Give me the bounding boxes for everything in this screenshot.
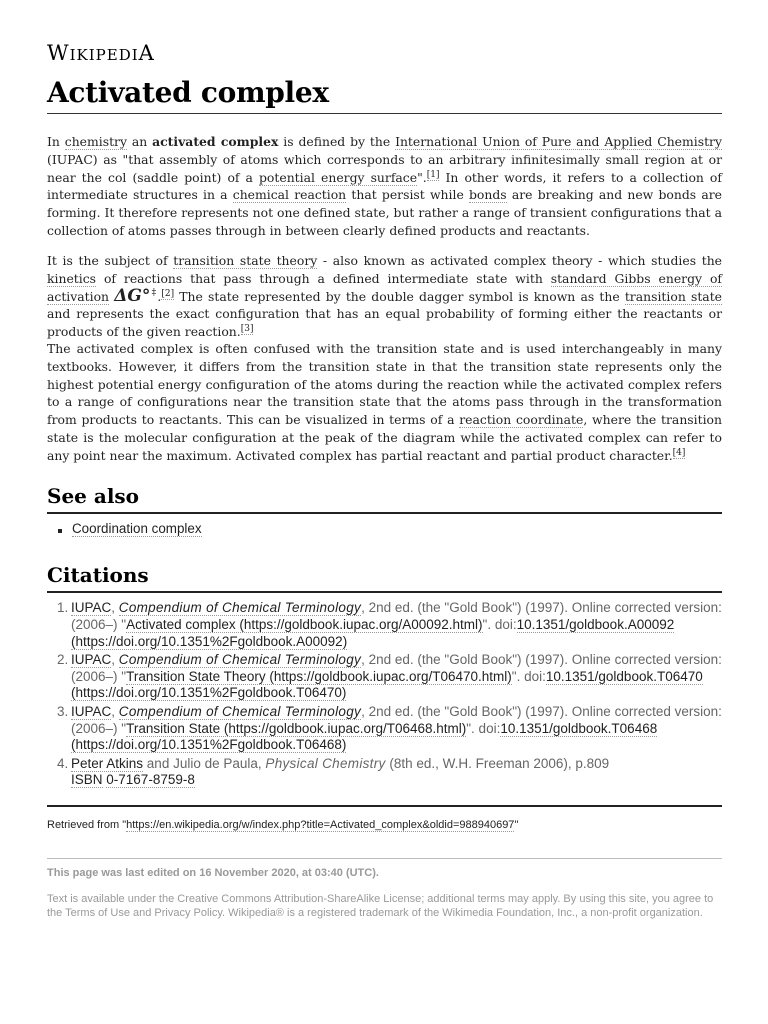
link-chemistry[interactable]: chemistry [64,134,127,149]
citation-item [47,704,722,754]
text: The activated complex is often confused with the transition state and is used interchangeably in many textbooks. However, it differs from the transition state in that the transition state represents only the highest potential energy configuration of the atoms during the reaction while the activated complex refers to a range of configurations near the transition state that the atoms pass through in the transformation from products to reactants. This can be visualized in terms of a [47,341,722,428]
page-title: Activated complex [47,76,722,114]
link-doi[interactable]: 10.1351/goldbook.T06468 (https://doi.org/10.1351%2Fgoldbook.T06468) [71,720,658,753]
citations-heading: Citations [47,563,722,593]
link-chemical-reaction[interactable]: chemical reaction [232,187,347,203]
text: , 2nd ed. (the "Gold Book") (1997). Online corrected version: (2006–) " [71,600,722,632]
link-compendium[interactable]: Compendium of Chemical Terminology [118,651,362,667]
link-doi[interactable]: 10.1351/goldbook.T06470 (https://doi.org/10.1351%2Fgoldbook.T06470) [71,668,703,701]
link-isbn[interactable]: 0-7167-8759-8 [106,772,195,788]
delta-g: ΔG° [114,285,151,306]
link-iupac[interactable]: International Union of Pure and Applied Chemistry [395,134,722,149]
citation-item [47,600,722,650]
link-potential-energy-surface[interactable]: potential energy surface [258,169,418,185]
citation-number: 1. [57,600,69,615]
intro-paragraph [47,133,722,240]
text: The state represented by the double dagger symbol is known as the [174,288,625,304]
link-isbn-label[interactable]: ISBN [71,772,103,788]
link-gibbs-energy[interactable]: standard Gibbs energy of activation [47,270,722,304]
retrieved-from [47,819,518,831]
book-title: Physical Chemistry [265,755,386,771]
text: " [514,819,519,831]
text: are breaking and new bonds are forming. It therefore represents not one defined state, but rather a range of transient configurations that a collection of atoms passes through in between clearly defined products and reactants. [47,187,722,238]
text: - also known as activated complex theory - which studies the [317,253,723,268]
footer-divider [47,858,722,859]
ref-2[interactable]: [2] [161,288,175,299]
license-text: Text is available under the Creative Commons Attribution-ShareAlike License; additional terms may apply. By using this site, you agree to the Terms of Use and Privacy Policy. Wikipedia® is a registered trademark of the Wikimedia Foundation, Inc., a non-profit organization. [47,893,714,919]
text: In [47,134,65,149]
citation-number: 4. [57,755,69,771]
wikipedia-logo[interactable] [47,41,155,65]
link-coordination-complex[interactable]: Coordination complex [72,521,202,536]
text: ". doi: [511,668,546,684]
text: (IUPAC) as "that assembly of atoms which corresponds to an arbitrary infinitesimally small region at or near the col (saddle point) of a [47,151,722,185]
text: that persist while [346,187,469,203]
citation-number: 2. [57,651,69,667]
link-peter-atkins[interactable]: Peter Atkins [71,755,144,771]
text: In other words, it refers to a collection of intermediate structures in a [47,169,722,203]
link-bonds[interactable]: bonds [469,187,507,203]
text: , 2nd ed. (the "Gold Book") (1997). Online corrected version: (2006–) " [71,703,722,736]
logo-first-letter: W [47,41,70,65]
link-iupac-citation[interactable]: IUPAC [71,651,112,667]
text: ". doi: [482,616,517,632]
text: , [111,651,119,667]
text: It is the subject of [47,253,174,268]
link-permanent-url[interactable]: https://en.wikipedia.org/w/index.php?title=Activated_complex&oldid=988940697 [126,819,515,831]
link-compendium[interactable]: Compendium of Chemical Terminology [118,703,362,719]
citation-item [47,756,722,790]
logo-small-caps: IKIPEDI [69,46,139,64]
link-transition-state[interactable]: transition state [624,288,723,304]
last-edited: This page was last edited on 16 November 2020, at 03:40 (UTC). [47,867,379,879]
text: ". [417,169,427,185]
bold-term: activated complex [152,134,279,149]
confusion-paragraph [47,340,722,465]
link-kinetics[interactable]: kinetics [47,270,97,286]
citation-number: 3. [57,703,69,719]
text: an [126,134,153,149]
text: , [111,703,119,719]
citations-list [47,600,722,791]
link-iupac-citation[interactable]: IUPAC [71,600,112,615]
citation-item [47,652,722,702]
content-bottom-rule [47,805,722,807]
see-also-list [47,521,202,536]
text: , 2nd ed. (the "Gold Book") (1997). Online corrected version: (2006–) " [71,651,722,684]
text: of reactions that pass through a defined intermediate state with [96,270,551,286]
link-iupac-citation[interactable]: IUPAC [71,703,112,719]
ref-4[interactable]: [4] [672,447,686,458]
ref-3[interactable]: [3] [240,324,254,335]
text: is defined by the [278,134,396,149]
text: , [111,600,119,615]
link-goldbook-entry[interactable]: Activated complex (https://goldbook.iupac.org/A00092.html) [126,616,483,632]
list-item [47,521,202,536]
link-reaction-coordinate[interactable]: reaction coordinate [459,412,584,428]
delta-g-symbol [114,286,157,306]
link-goldbook-entry[interactable]: Transition State Theory (https://goldbook.iupac.org/T06470.html) [126,668,512,684]
text: ". doi: [466,720,501,736]
text: and represents the exact configuration that has an equal probability of forming either the reactants or products of the given reaction. [47,306,722,340]
text: (8th ed., W.H. Freeman 2006), p.809 [385,755,610,771]
logo-last-letter: A [138,41,155,65]
tst-paragraph [47,252,722,341]
see-also-heading: See also [47,484,722,514]
text: , where the transition state is the molecular configuration at the peak of the diagram while the activated complex can refer to any point near the maximum. Activated complex has partial reactant and partial product character. [47,412,722,463]
link-goldbook-entry[interactable]: Transition State (https://goldbook.iupac.org/T06468.html) [126,720,467,736]
double-dagger: ‡ [150,287,158,298]
link-doi[interactable]: 10.1351/goldbook.A00092 (https://doi.org/10.1351%2Fgoldbook.A00092) [71,616,675,649]
text: . [157,288,162,304]
link-transition-state-theory[interactable]: transition state theory [173,253,318,268]
text: and Julio de Paula, [143,755,266,771]
link-compendium[interactable]: Compendium of Chemical Terminology [118,600,362,615]
text: Retrieved from " [47,819,127,831]
ref-1[interactable]: [1] [426,169,440,180]
